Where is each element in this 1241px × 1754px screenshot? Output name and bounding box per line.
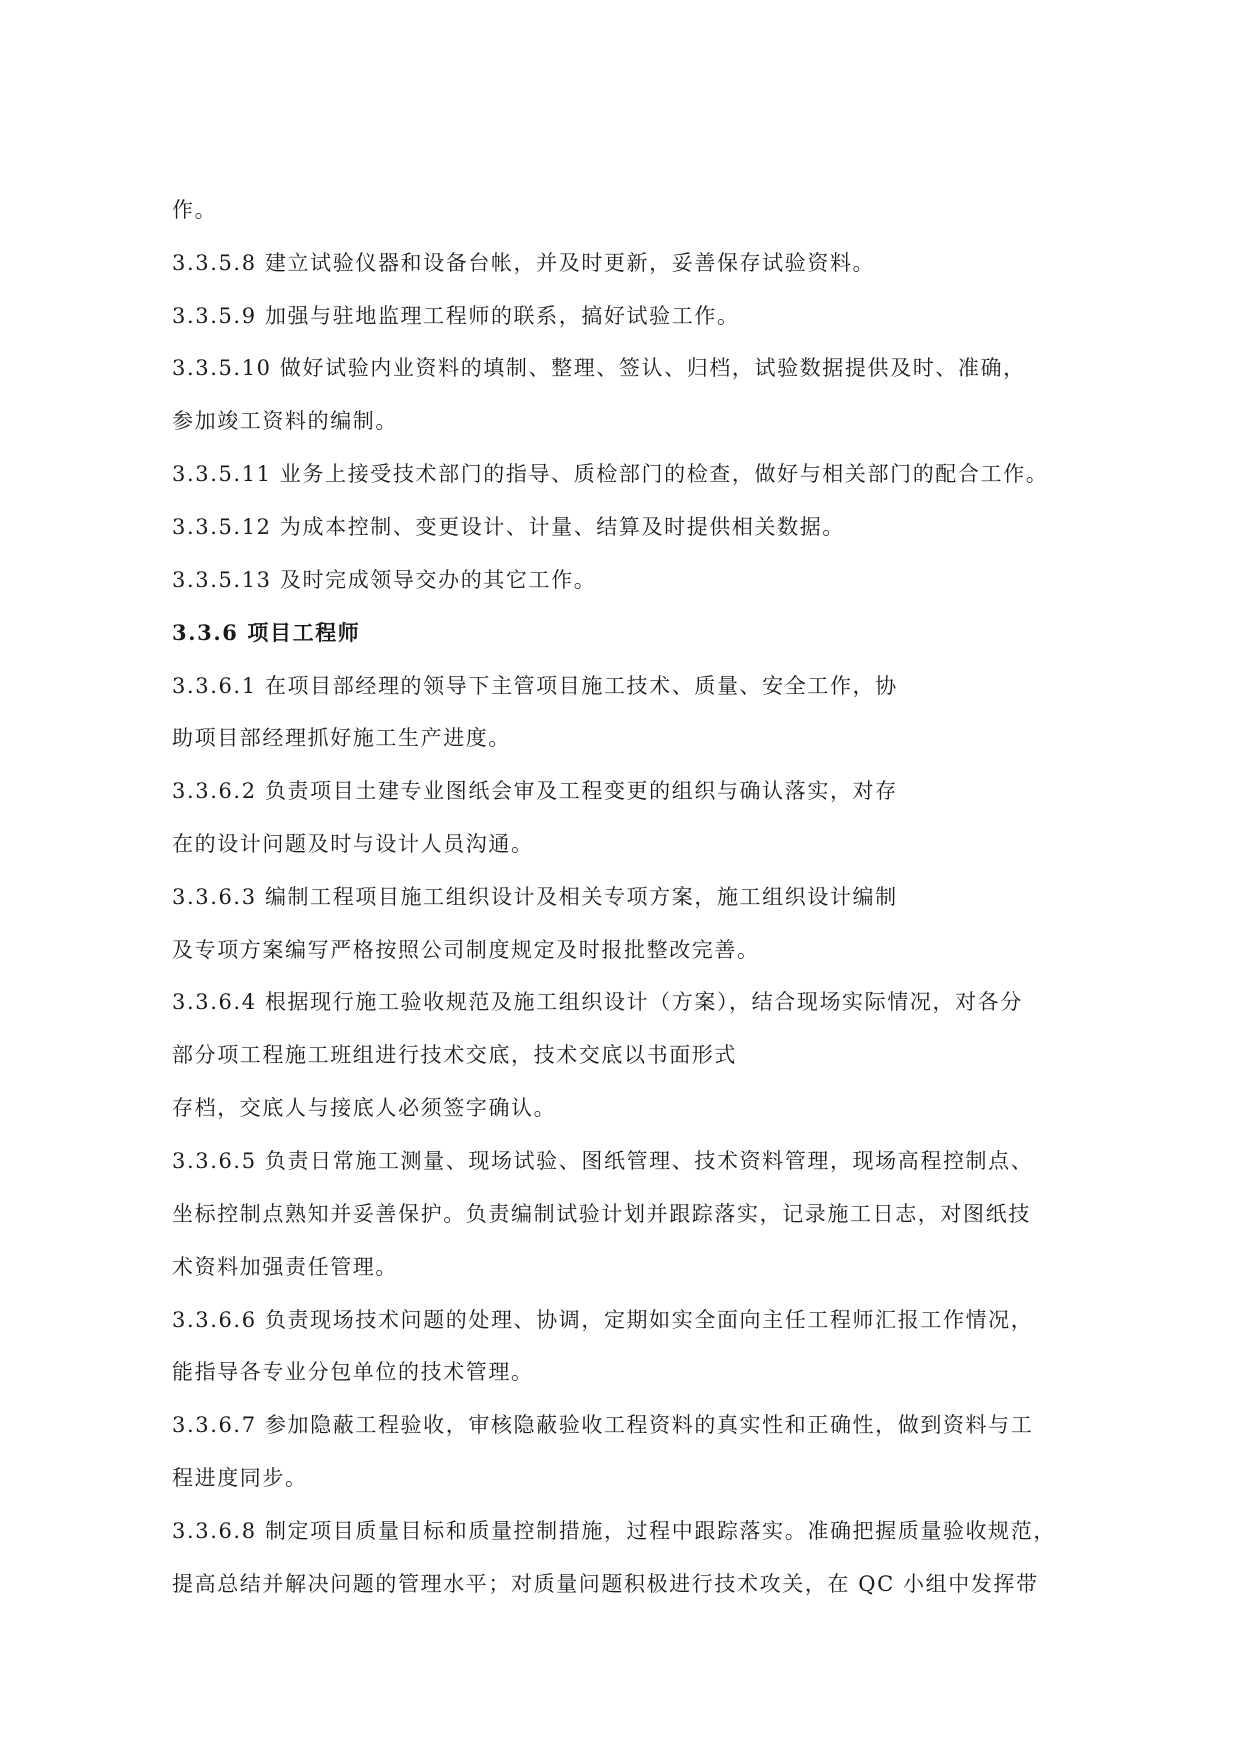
- text-line: 参加竣工资料的编制。: [172, 409, 398, 433]
- text-line: 3.3.6.3 编制工程项目施工组织设计及相关专项方案，施工组织设计编制: [172, 885, 898, 909]
- text-line: 3.3.5.9 加强与驻地监理工程师的联系，搞好试验工作。: [172, 304, 740, 328]
- text-line: 3.3.5.8 建立试验仪器和设备台帐，并及时更新，妥善保存试验资料。: [172, 251, 876, 275]
- text-line: 3.3.6.2 负责项目土建专业图纸会审及工程变更的组织与确认落实，对存: [172, 779, 898, 803]
- text-line: 3.3.5.12 为成本控制、变更设计、计量、结算及时提供相关数据。: [172, 515, 845, 539]
- text-line: 3.3.6.1 在项目部经理的领导下主管项目施工技术、质量、安全工作，协: [172, 674, 898, 698]
- text-line: 提高总结并解决问题的管理水平；对质量问题积极进行技术攻关，在 QC 小组中发挥带: [172, 1572, 1039, 1596]
- text-line: 3.3.6.5 负责日常施工测量、现场试验、图纸管理、技术资料管理，现场高程控制点、: [172, 1149, 1034, 1173]
- text-line: 坐标控制点熟知并妥善保护。负责编制试验计划并跟踪落实，记录施工日志，对图纸技: [172, 1202, 1031, 1226]
- section-heading: 3.3.6 项目工程师: [172, 620, 361, 645]
- text-line: 术资料加强责任管理。: [172, 1255, 398, 1279]
- text-line: 3.3.5.11 业务上接受技术部门的指导、质检部门的检查，做好与相关部门的配合工作。: [172, 462, 1049, 486]
- text-line: 在的设计问题及时与设计人员沟通。: [172, 832, 534, 856]
- text-line: 能指导各专业分包单位的技术管理。: [172, 1360, 534, 1384]
- text-line: 存档，交底人与接底人必须签字确认。: [172, 1096, 557, 1120]
- text-line: 3.3.6.6 负责现场技术问题的处理、协调，定期如实全面向主任工程师汇报工作情况，: [172, 1308, 1034, 1332]
- text-line: 程进度同步。: [172, 1466, 308, 1490]
- text-line: 助项目部经理抓好施工生产进度。: [172, 726, 511, 750]
- text-line: 3.3.6.4 根据现行施工验收规范及施工组织设计（方案），结合现场实际情况，对各分: [172, 990, 1023, 1014]
- text-line: 部分项工程施工班组进行技术交底，技术交底以书面形式: [172, 1043, 737, 1067]
- text-line: 3.3.5.13 及时完成领导交办的其它工作。: [172, 568, 597, 592]
- text-line: 作。: [172, 198, 218, 222]
- text-line: 及专项方案编写严格按照公司制度规定及时报批整改完善。: [172, 938, 760, 962]
- text-line: 3.3.6.7 参加隐蔽工程验收，审核隐蔽验收工程资料的真实性和正确性，做到资料与工: [172, 1413, 1034, 1437]
- text-line: 3.3.5.10 做好试验内业资料的填制、整理、签认、归档，试验数据提供及时、准确，: [172, 356, 1026, 380]
- text-line: 3.3.6.8 制定项目质量目标和质量控制措施，过程中跟踪落实。准确把握质量验收规范，: [172, 1519, 1056, 1543]
